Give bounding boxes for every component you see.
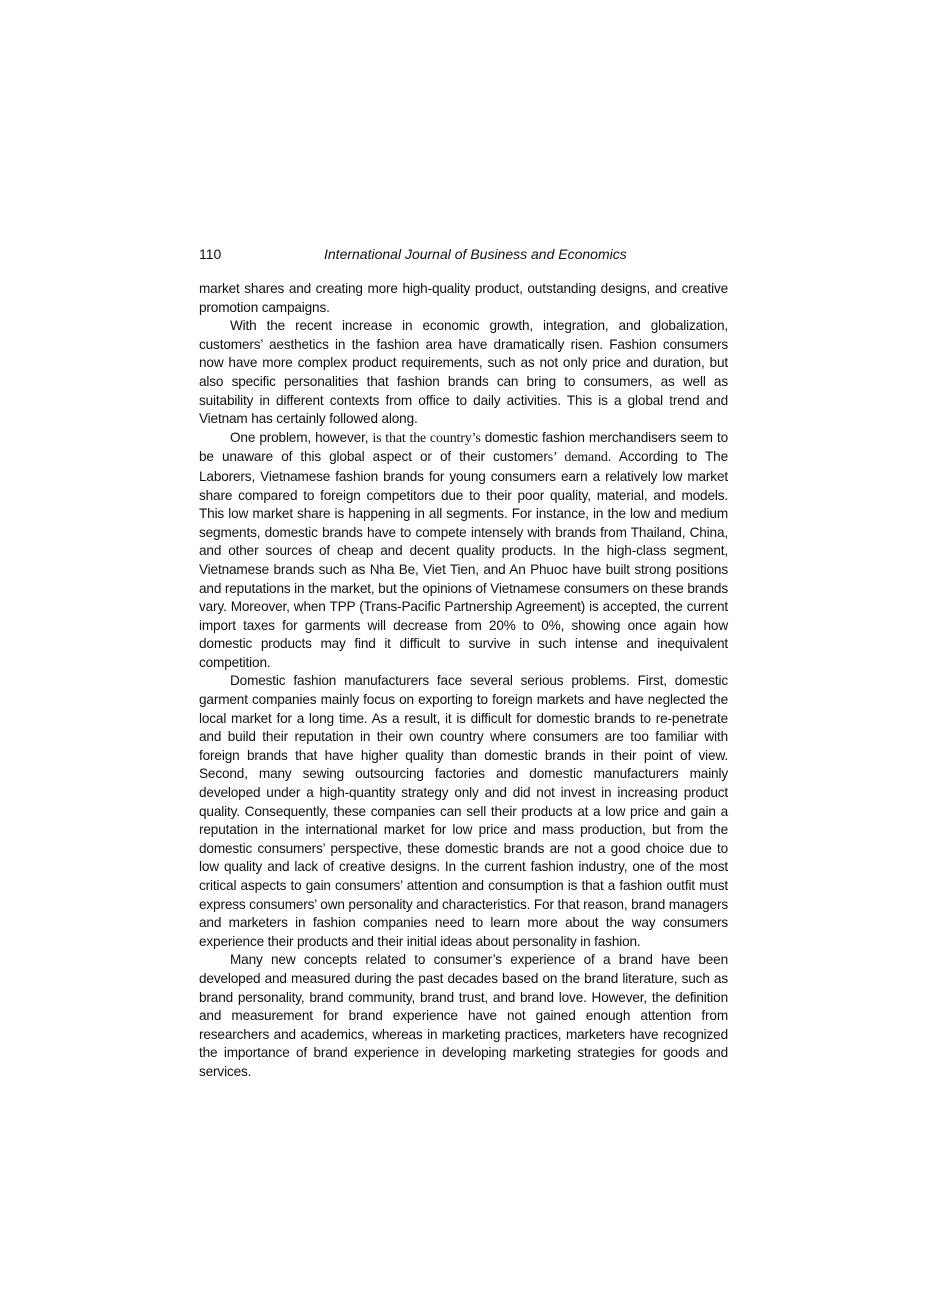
paragraph-part: One problem, however, — [230, 429, 373, 445]
journal-page — [199, 244, 728, 1082]
paragraph-globalization: With the recent increase in economic growth, integration, and globalization, customers’ aesthetics in the fashion area have dramatically risen. Fashion consumers now have more complex product requirements, such as not only price and duration, but also specific personalities that fashion brands can bring to consumers, as well as suitability in different contexts from office to daily activities. This is a global trend and Vietnam has certainly followed along. — [199, 318, 728, 427]
paragraph-manufacturers: Domestic fashion manufacturers face several serious problems. First, domestic garment companies mainly focus on exporting to foreign markets and have neglected the local market for a long time. As a result, it is difficult for domestic brands to re-penetrate and build their reputation in their own country where consumers are too familiar with foreign brands that have higher quality than domestic brands in their point of view. Second, many sewing outsourcing factories and domestic manufacturers mainly developed under a high-quantity strategy only and did not invest in increasing product quality. Consequently, these companies can sell their products at a low price and gain a reputation in the international market for low price and mass production, but from the domestic consumers’ perspective, these domestic brands are not a good choice due to low quality and lack of creative designs. In the current fashion industry, one of the most critical aspects to gain consumers’ attention and consumption is that a fashion outfit must express consumers’ own personality and characteristics. For that reason, brand managers and marketers in fashion companies need to learn more about the way consumers experience their products and their initial ideas about personality in fashion. — [199, 673, 728, 949]
paragraph-part: domestic fashion merchandisers seem to be unaware of this global aspect or of their customer — [199, 429, 728, 465]
running-header — [199, 244, 728, 264]
page-number: 110 — [199, 246, 222, 262]
paragraph-part: . According to The Laborers, Vietnamese fashion brands for young consumers earn a relatively low market share compared to foreign competitors due to their poor quality, material, and models. This low market share is happening in all segments. For instance, in the low and medium segments, domestic brands have to compete intensely with brands from Thailand, China, and other sources of cheap and decent quality products. In the high-class segment, Vietnamese brands such as Nha Be, Viet Tien, and An Phuoc have built strong positions and reputations in the market, but the opinions of Vietnamese consumers on these brands vary. Moreover, when TPP (Trans-Pacific Partnership Agreement) is accepted, the current import taxes for garments will decrease from 20% to 0%, showing once again how domestic products may find it difficult to survive in such intense and inequivalent competition. — [199, 449, 728, 670]
body-text — [199, 280, 728, 1082]
paragraph-continuation: market shares and creating more high-quality product, outstanding designs, and creative promotion campaigns. — [199, 281, 728, 315]
paragraph-part-serif: s’ demand — [547, 450, 608, 466]
paragraph-domestic-problem — [199, 429, 728, 673]
journal-title: International Journal of Business and Economics — [324, 246, 627, 262]
paragraph-brand-experience: Many new concepts related to consumer’s experience of a brand have been developed and measured during the past decades based on the brand literature, such as brand personality, brand community, brand trust, and brand love. However, the definition and measurement for brand experience have not gained enough attention from researchers and academics, whereas in marketing practices, marketers have recognized the importance of brand experience in developing marketing strategies for goods and services. — [199, 952, 728, 1079]
paragraph-part-serif: is that the country’s — [372, 430, 481, 446]
